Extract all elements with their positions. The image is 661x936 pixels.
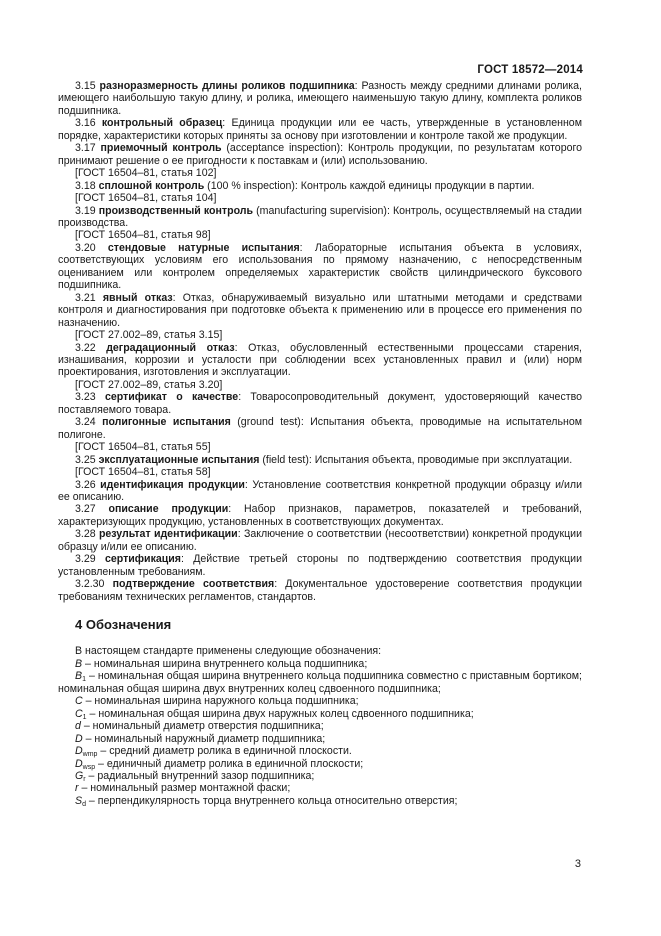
symbol-line: $C_1$ – номинальная общая ширина двух наружных колец сдвоенного подшипника; (75, 707, 474, 721)
term-paragraph: 3.25 эксплуатационные испытания (field test): Испытания объекта, проводимые при эксплуатации. (75, 453, 573, 466)
document-header: ГОСТ 18572—2014 (477, 64, 583, 76)
symbol-line: $G_r$ – радиальный внутренний зазор подшипника; (75, 770, 315, 784)
term-paragraph: 3.23 сертификат о качестве: Товаросопроводительный документ, удостоверяющий качество поставляемого товара. (58, 391, 583, 416)
term-paragraph: 3.26 идентификация продукции: Установление соответствия конкретной продукции образцу и/или ее описанию. (58, 478, 582, 503)
term-paragraph: 3.2.30 подтверждение соответствия: Документальное удостоверение соответствия продукции требованиям технических регламентов, стандартов. (58, 578, 582, 603)
term-paragraph: 3.22 деградационный отказ: Отказ, обусловленный естественными процессами старения, изнашивания, коррозии и усталости при соблюдении всех установленных правил и (или) норм проектирования, изготовления и эксплуатации. (58, 341, 582, 379)
section-title: 4 Обозначения (75, 617, 172, 633)
term-paragraph: 3.19 производственный контроль (manufacturing supervision): Контроль, осуществляемый на стадии производства. (58, 204, 582, 229)
term-paragraph: 3.21 явный отказ: Отказ, обнаруживаемый визуально или штатными методами и средствами контроля и диагностирования при подготовке объекта к применению или в процессе его применения по назначению. (58, 291, 582, 329)
term-paragraph: 3.18 сплошной контроль (100 % inspection): Контроль каждой единицы продукции в партии. (75, 179, 535, 192)
document-body (58, 80, 582, 807)
symbol-line: $D_{wsp}$ – единичный диаметр ролика в единичной плоскости; (75, 757, 364, 771)
term-paragraph: 3.28 результат идентификации: Заключение о соответствии (несоответствии) конкретной продукции образцу и/или ее описанию. (58, 528, 582, 553)
symbol-line: r – номинальный размер монтажной фаски; (75, 782, 291, 795)
symbol-line: B – номинальная ширина внутреннего кольца подшипника; (75, 657, 368, 670)
reference-line: [ГОСТ 16504–81, статья 102] (75, 167, 217, 180)
term-paragraph: 3.27 описание продукции: Набор признаков, параметров, показателей и требований, характеризующих продукцию, установленных в соответствующих документах. (58, 503, 582, 528)
page-number: 3 (574, 858, 581, 870)
reference-line: [ГОСТ 16504–81, статья 104] (75, 192, 217, 205)
term-paragraph: 3.29 сертификация: Действие третьей стороны по подтверждению соответствия продукции установленным требованиям. (58, 553, 582, 578)
symbol-line: $S_d$ – перпендикулярность торца внутреннего кольца относительно отверстия; (75, 794, 458, 808)
symbol-line: d – номинальный диаметр отверстия подшипника; (75, 720, 324, 733)
reference-line: [ГОСТ 16504–81, статья 55] (75, 441, 211, 454)
reference-line: [ГОСТ 27.002–89, статья 3.20] (75, 378, 223, 391)
term-paragraph: 3.24 полигонные испытания (ground test): Испытания объекта, проводимые на испытательном полигоне. (58, 416, 582, 441)
symbol-line: C – номинальная ширина наружного кольца подшипника; (75, 695, 359, 708)
term-paragraph: 3.17 приемочный контроль (acceptance inspection): Контроль продукции, по результатам которого принимают решение о ее пригодности к поставкам и (или) использованию. (58, 142, 583, 167)
symbol-line: $D_{wmp}$ – средний диаметр ролика в единичной плоскости. (75, 745, 352, 759)
term-paragraph: 3.16 контрольный образец: Единица продукции или ее часть, утвержденные в установленном порядке, характеристики которых приняты за основу при изготовлении и контроле такой же продукции. (58, 117, 582, 142)
section-intro: В настоящем стандарте применены следующие обозначения: (75, 645, 382, 658)
symbol-line: $B_1$ – номинальная общая ширина внутреннего кольца подшипника совместно с приставным бортиком; номинальная общая ширина двух внутренних колец сдвоенного подшипника; (58, 670, 582, 695)
symbol-line: D – номинальный наружный диаметр подшипника; (75, 732, 326, 745)
reference-line: [ГОСТ 27.002–89, статья 3.15] (75, 329, 223, 342)
reference-line: [ГОСТ 16504–81, статья 58] (75, 466, 211, 479)
term-paragraph: 3.20 стендовые натурные испытания: Лабораторные испытания объекта в условиях, соответствующих условиям его использования по прямому назначению, с непосредственным оцениванием или контролем определяемых характеристик свойств цилиндрического буксового подшипника. (58, 241, 582, 292)
term-paragraph: 3.15 разноразмерность длины роликов подшипника: Разность между средними длинами ролика, имеющего наибольшую такую длину, и ролика, имеющего наименьшую такую длину, комплекта роликов подшипника. (58, 80, 582, 117)
reference-line: [ГОСТ 16504–81, статья 98] (75, 229, 211, 242)
